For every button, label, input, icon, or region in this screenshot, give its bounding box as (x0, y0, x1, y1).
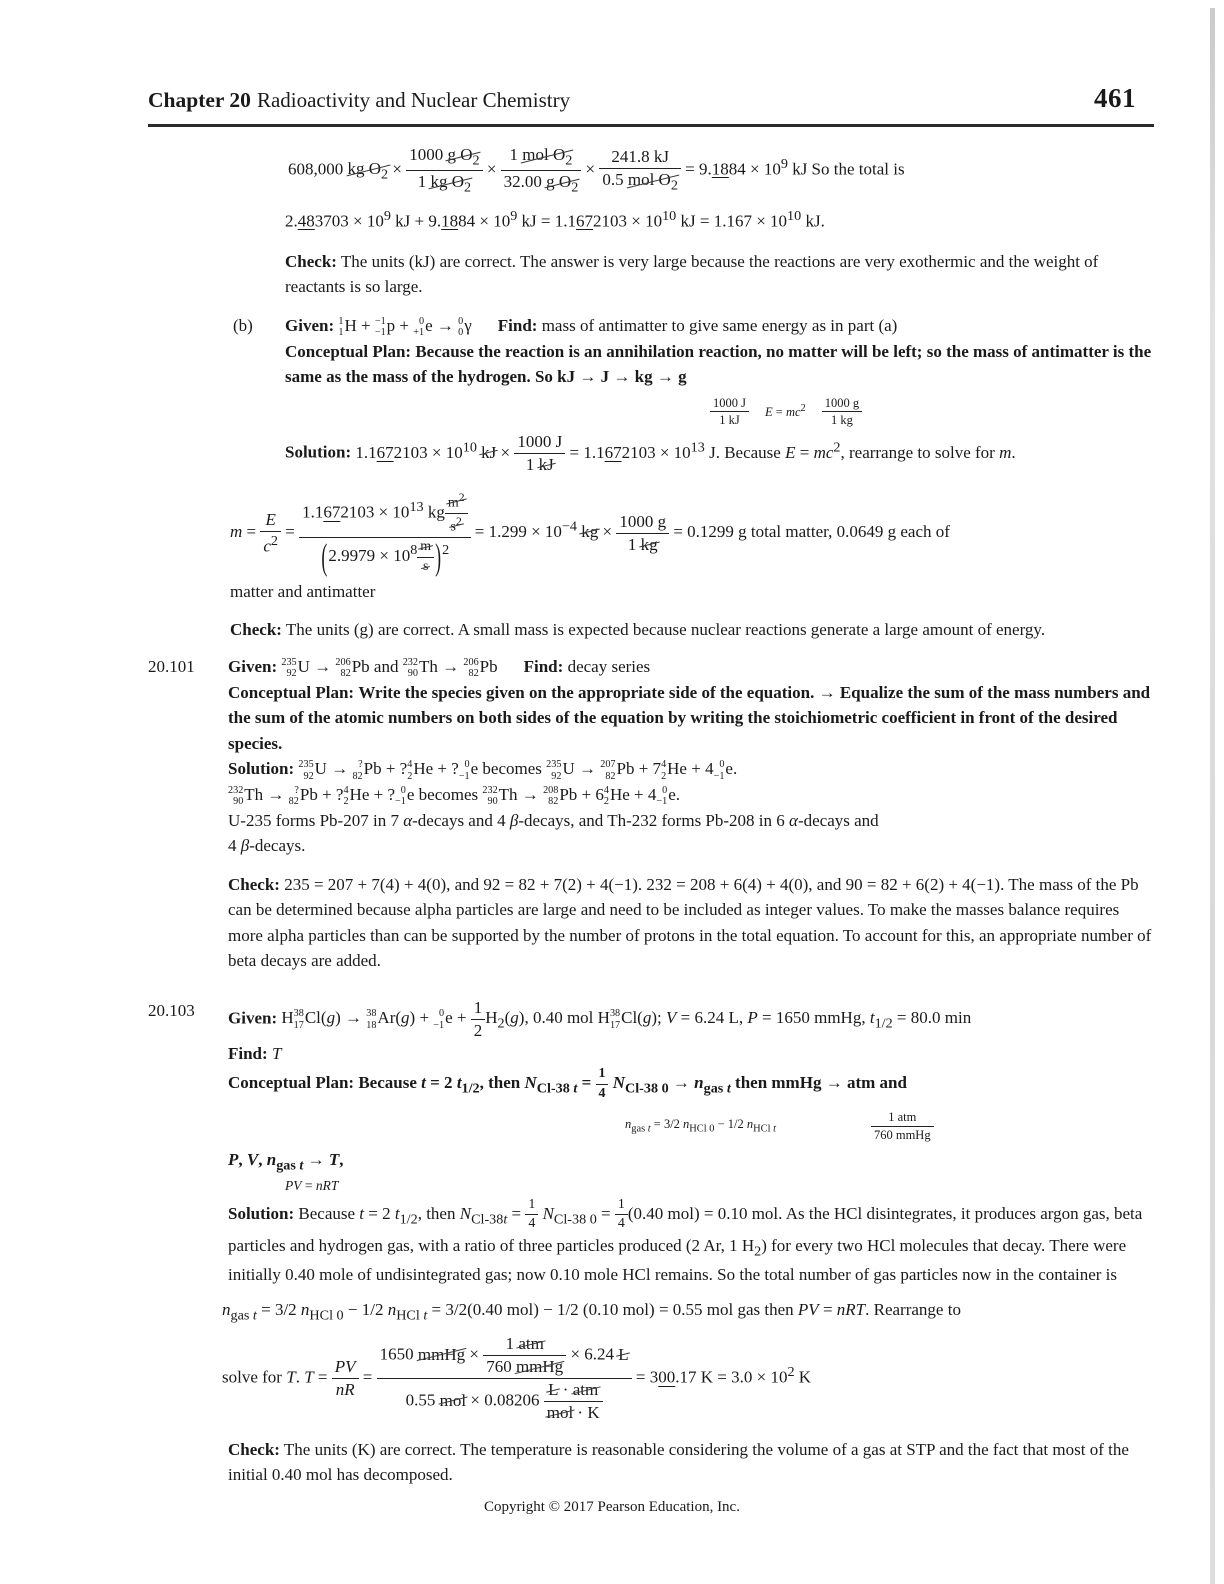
conceptual-plan (228, 680, 1154, 757)
joule-conversion-annotation: $\frac{1000 J}{1 kJ}$ (710, 396, 749, 429)
find-text: decay series (567, 657, 651, 677)
plan-annotations (625, 1110, 1154, 1143)
energy-conversion-equation: 608,000 kg $O_2$ × $\frac{1000 g O_2}{1 kg O_2}$ × 1 mol $O_2$ 32.00 g $O_2$ × 241.8 kJ 0.5 mol $O_2$ = $9.1884 \times 10^9$ kJ So the total is (288, 144, 905, 195)
scan-gutter-shadow (1210, 8, 1215, 1584)
plan-text: Because t = 2 $t_{1/2}$, then $N_{Cl-38 t}$ = $\frac{1}{4}$ $N_{Cl-38 0} \to n_{gas t}$ then mmHg → atm and (358, 1066, 907, 1101)
solution-line (285, 432, 1154, 475)
given-line (228, 998, 1154, 1041)
problem-20103 (148, 998, 1154, 1288)
emc2-annotation: $E = mc^2$ (765, 403, 806, 420)
check-label: Check: (228, 1439, 280, 1459)
temperature-equation: solve for T. T = $\frac{PV}{nR}$ = 1650 mmHg × 1 atm 760 mmHg × 6.24 L 0.55 mol × 0.08206 L · atm mol · K = 300.17 $K = 3.0 \times 10^2$ K (222, 1334, 812, 1423)
find-label: Find: (497, 315, 538, 335)
solution-text: Because t = 2 $t_{1/2}$, then $N_{Cl-38t}$ = $\frac{1}{4}$ $N_{Cl-38 0}$ = $\frac{1}{4}$ (0.40 mol) = 0.10 mol. As the HCl disintegrates, it produces argon gas, beta particles and hydrogen gas, with a ratio of three particles produced (2 Ar, 1 $H_2$) for every two HCl molecules that decay. There were initially 0.40 mole of undisintegrated gas; now 0.10 mole HCl remains. So the total number of gas particles now in the container is (228, 1196, 1143, 1285)
check-label: Check: (228, 874, 280, 894)
page-number: 461 (1094, 83, 1136, 113)
part-b-body (285, 313, 1154, 475)
solution-formula: $1.1672103 \times 10^{10}$ kJ × $\frac{1000 J}{1 kJ}$ = $1.1672103 \times 10^{13}$ J. Because $E = mc^2$, rearrange to solve for m. (355, 432, 1016, 475)
plan-label: Conceptual Plan: (228, 682, 355, 702)
given-label: Given: (228, 1008, 278, 1028)
check-paragraph-20103 (228, 1437, 1154, 1488)
given-find-line (228, 654, 1154, 680)
plan-text: Because the reaction is an annihilation reaction, no matter will be left; so the mass of antimatter is the same as the mass of the hydrogen. So kJ → J → kg → g (285, 341, 1152, 387)
problem-number: 20.101 (148, 657, 195, 677)
moles-gas-annotation: $n_{gas t} = 3/2$ $n_{HCl 0} - 1/2$ $n_{HCl t}$ (625, 1117, 776, 1135)
plan-text: Write the species given on the appropriate side of the equation. → Equalize the sum of the mass numbers and the sum of the atomic numbers on both sides of the equation by writing the stoichiometric coefficient in front of the desired species. (228, 682, 1151, 753)
chapter-label: Chapter 20 (148, 88, 251, 112)
header-rule (148, 124, 1154, 127)
check-paragraph (228, 872, 1154, 974)
problem-body (228, 654, 1154, 974)
given-formula: 1 1 H + −1 −1 p + 0 +1 e → 0 0 γ (338, 315, 472, 339)
plan-label: Conceptual Plan: (228, 1073, 355, 1093)
find-text: T (271, 1043, 282, 1063)
find-label: Find: (523, 657, 564, 677)
given-find-line (285, 313, 1154, 339)
check-paragraph-a (285, 249, 1154, 300)
part-b-label: (b) (233, 315, 253, 335)
given-formula: 235 92 U → 206 82 Pb and 232 90 Th → 206 82 Pb (281, 657, 498, 680)
atm-conversion-annotation: 1 atm 760 mmHg (871, 1110, 934, 1143)
given-formula: H 38 17 Cl(g) → 38 18 Ar(g) + 0 −1 e + $\frac{1}{2}$ $H_2(g)$, 0.40 mol H 38 17 Cl(g); V = 6.24 L, P = 1650 mmHg, $t_{1/2} = 80.0$ min (281, 997, 972, 1040)
check-text: The units (kJ) are correct. The answer is very large because the reactions are very exothermic and the weight of reactants is so large. (285, 251, 1099, 297)
conceptual-plan (285, 339, 1154, 390)
conceptual-plan (228, 1066, 1154, 1102)
solution-line-3: U-235 forms Pb-207 in 7 α-decays and 4 β-decays, and Th-232 forms Pb-208 in 6 α-decays and (228, 810, 879, 830)
check-text: The units (g) are correct. A small mass is expected because nuclear reactions generate a large amount of energy. (285, 619, 1046, 639)
problem-20101 (148, 654, 1154, 974)
thorium-decay-equation: 232 90 Th → ? 82 Pb + ? 4 2 He + ? 0 −1 e becomes 232 90 Th → 208 82 Pb + 6 4 2 He + 4 0 −1 e. (228, 784, 681, 808)
uranium-decay-equation: 235 92 U → ? 82 Pb + ? 4 2 He + ? 0 −1 e becomes 235 92 U → 207 82 Pb + 7 4 2 He + 4 0 −1 e. (298, 759, 738, 782)
check-label: Check: (285, 251, 337, 271)
plan-label: Conceptual Plan: (285, 341, 412, 361)
plan-annotations (710, 396, 1154, 429)
solution-paragraph (228, 1197, 1154, 1288)
solution-line-2 (228, 782, 1154, 808)
find-text: mass of antimatter to give same energy as in part (a) (541, 315, 898, 335)
check-paragraph-b (230, 617, 1154, 643)
energy-total-equation: $2.483703 \times 10^9$ kJ + $9.1884 \times 10^9$ kJ = $1.1672103 \times 10^{10}$ kJ = $1.167 \times 10^{10}$ kJ. (285, 207, 825, 231)
problem-number: 20.103 (148, 1000, 195, 1020)
check-label: Check: (230, 619, 282, 639)
moles-gas-equation: $n_{gas t} = 3/2$ $n_{HCl 0} - 1/2$ $n_{HCl t} = 3/2(0.40$ mol) − 1/2 (0.10 mol) = 0.55 mol gas then PV = nRT. Rearrange to (222, 1299, 961, 1324)
chapter-title: Radioactivity and Nuclear Chemistry (256, 88, 571, 112)
mass-equation-continuation: matter and antimatter (230, 582, 376, 602)
check-text: 235 = 207 + 7(4) + 4(0), and 92 = 82 + 7(2) + 4(−1). 232 = 208 + 6(4) + 4(0), and 90 = 82 + 6(2) + 4(−1). The mass of the Pb can be determined because alpha particles are large and need to be included as integer values. To make the masses balance requires more alpha particles than can be supported by the number of protons in the total equation. To account for this, an appropriate number of beta decays are added. (228, 874, 1152, 971)
solution-line-4: 4 β-decays. (228, 836, 306, 856)
copyright-footer: Copyright © 2017 Pearson Education, Inc. (484, 1498, 740, 1515)
find-line (228, 1041, 1154, 1067)
chapter-heading (148, 84, 570, 117)
solution-label: Solution: (228, 1203, 295, 1223)
plan-continuation: P, V, $n_{gas t} \to T$, (228, 1149, 344, 1174)
solution-label: Solution: (285, 442, 352, 462)
given-label: Given: (285, 315, 335, 335)
check-text: The units (K) are correct. The temperature is reasonable considering the volume of a gas at STP and the fact that most of the initial 0.40 mol has decomposed. (228, 1439, 1129, 1485)
gram-conversion-annotation: $\frac{1000 g}{1 kg}$ (822, 396, 862, 429)
find-label: Find: (228, 1043, 268, 1063)
mass-equation: m = $\frac{E}{c^2}$ = $1.1672103 \times 10^{13}$ kg $\frac{m^2}{s^2}$ ($2.9979 \times 10^8$ $\frac{m}{s}$ )$^2$ = $1.299 \times 10^{-4}$ kg × $\frac{1000 g}{1 kg}$ = 0.1299 g total matter, 0.0649 g each of (230, 491, 950, 577)
solution-label: Solution: (228, 759, 295, 779)
problem-body (228, 998, 1154, 1288)
given-label: Given: (228, 657, 278, 677)
part-b-section (233, 313, 1154, 475)
page-header (148, 78, 1154, 119)
ideal-gas-law-annotation: PV = nRT (285, 1178, 339, 1194)
solution-line-1 (228, 756, 1154, 782)
